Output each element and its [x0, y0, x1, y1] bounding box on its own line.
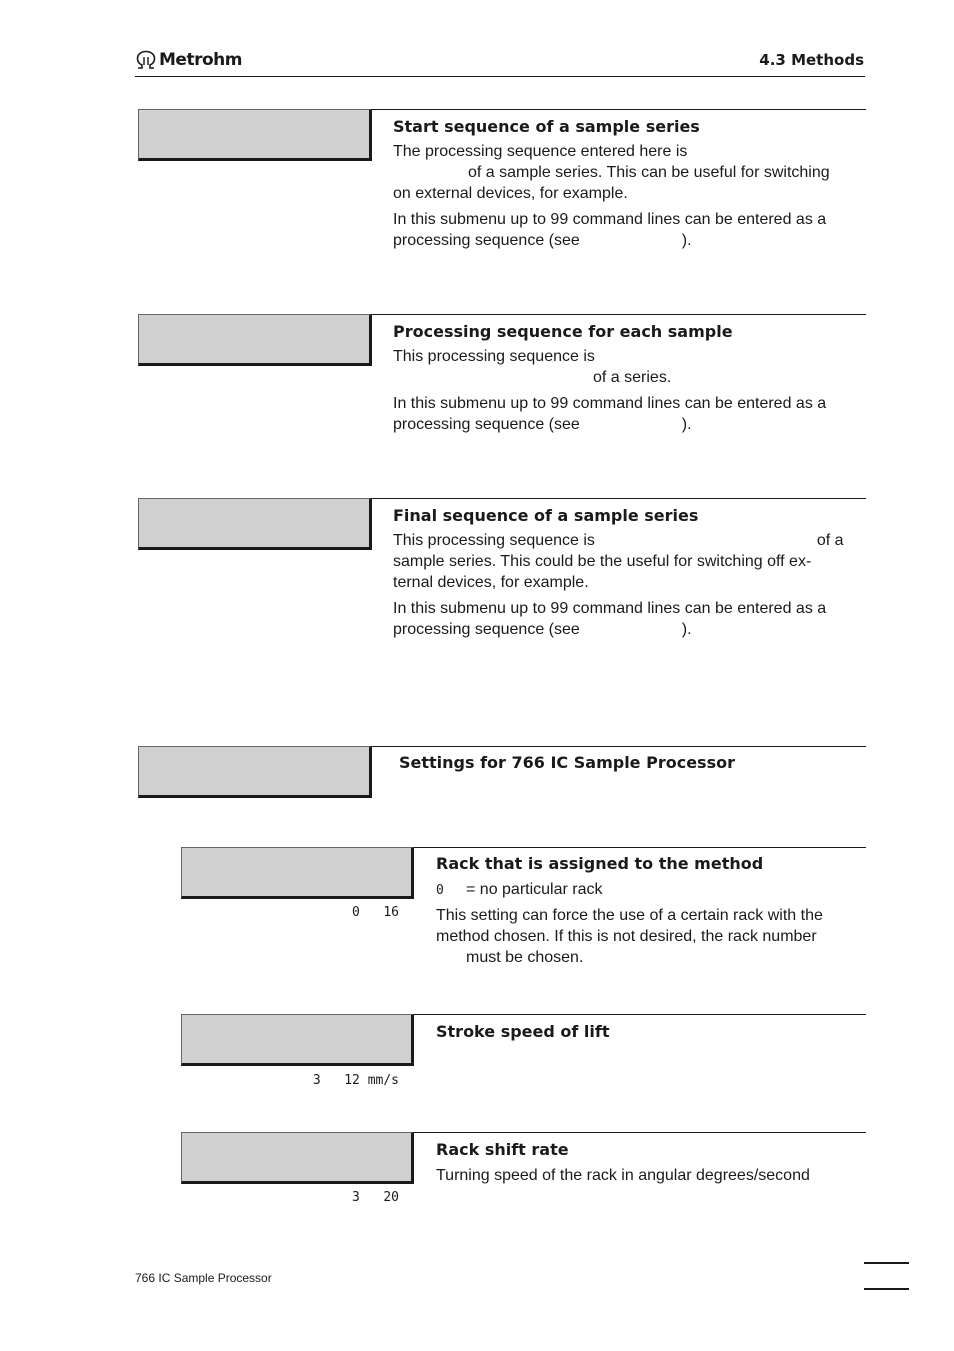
- section-divider: [370, 109, 866, 110]
- page-number-rule: [864, 1262, 909, 1264]
- footer-product: 766 IC Sample Processor: [135, 1271, 272, 1285]
- metrohm-omega-icon: [135, 50, 157, 70]
- start-sequence-title: Start sequence of a sample series: [393, 117, 700, 136]
- brand-logo: [135, 50, 242, 70]
- final-sequence-title: Final sequence of a sample series: [393, 506, 699, 525]
- final-sequence-note: In this submenu up to 99 command lines can be entered as a processing sequence (see ).: [393, 600, 827, 638]
- parameter-box: [181, 847, 414, 899]
- rack-zero-option: 0 = no particular rack: [436, 881, 603, 898]
- rack-description: This setting can force the use of a certain rack with the method chosen. If this is not desired, the rack number must be chosen.: [436, 907, 823, 966]
- section-divider: [370, 746, 866, 747]
- rack-range: 0 16: [352, 905, 399, 920]
- sample-sequence-description: This processing sequence is of a series.: [393, 348, 672, 386]
- final-sequence-description: This processing sequence is of a sample series. This could be the useful for switching off ex- ternal devices, for example.: [393, 532, 844, 591]
- shift-title: Rack shift rate: [436, 1140, 569, 1159]
- parameter-box: [138, 109, 372, 161]
- parameter-box: [138, 314, 372, 366]
- parameter-box: [138, 498, 372, 550]
- section-divider: [412, 847, 866, 848]
- parameter-box: [181, 1132, 414, 1184]
- shift-description: Turning speed of the rack in angular degrees/second: [436, 1167, 810, 1184]
- header-divider: [135, 76, 865, 77]
- sample-sequence-title: Processing sequence for each sample: [393, 322, 733, 341]
- section-divider: [412, 1014, 866, 1015]
- stroke-title: Stroke speed of lift: [436, 1022, 610, 1041]
- start-sequence-description: The processing sequence entered here is of a sample series. This can be useful for switching on external devices, for example.: [393, 143, 830, 202]
- brand-name: Metrohm: [159, 50, 242, 70]
- shift-range: 3 20: [352, 1190, 399, 1205]
- settings-title: Settings for 766 IC Sample Processor: [399, 753, 735, 772]
- rack-title: Rack that is assigned to the method: [436, 854, 764, 873]
- page-number-rule: [864, 1288, 909, 1290]
- section-divider: [370, 314, 866, 315]
- parameter-box: [138, 746, 372, 798]
- stroke-range: 3 12 mm/s: [312, 1073, 399, 1088]
- sample-sequence-note: In this submenu up to 99 command lines can be entered as a processing sequence (see ).: [393, 395, 827, 433]
- start-sequence-note: In this submenu up to 99 command lines can be entered as a processing sequence (see ).: [393, 211, 827, 249]
- section-divider: [370, 498, 866, 499]
- section-heading: 4.3 Methods: [759, 51, 864, 69]
- parameter-box: [181, 1014, 414, 1066]
- section-divider: [412, 1132, 866, 1133]
